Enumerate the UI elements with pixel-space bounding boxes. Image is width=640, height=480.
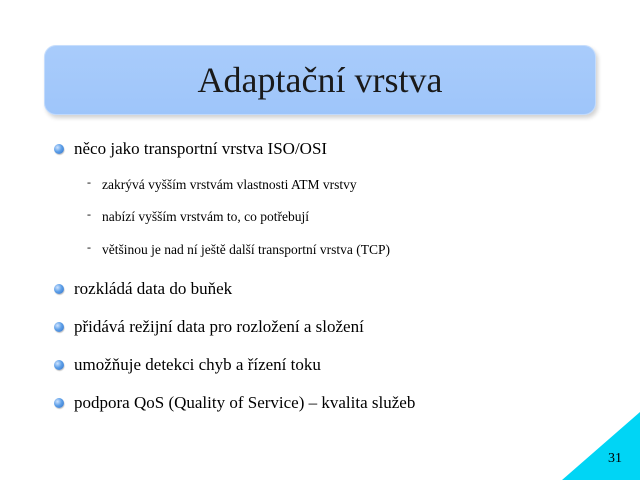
dash-icon: -	[87, 207, 91, 221]
bullet-text: umožňuje detekci chyb a řízení toku	[74, 355, 321, 374]
corner-decoration	[562, 412, 640, 480]
page-number: 31	[608, 451, 622, 466]
bullet-text: rozkládá data do buňek	[74, 279, 233, 298]
bullet-icon	[54, 360, 64, 370]
bullet-text: podpora QoS (Quality of Service) – kvalita služeb	[74, 393, 416, 412]
slide-title: Adaptační vrstva	[197, 60, 443, 100]
bullet-item	[54, 355, 321, 375]
bullet-icon	[54, 284, 64, 294]
sub-bullet-text: zakrývá vyšším vrstvám vlastnosti ATM vrstvy	[102, 177, 357, 192]
sub-bullet-item	[86, 242, 390, 258]
bullet-text: přidává režijní data pro rozložení a složení	[74, 317, 364, 336]
bullet-icon	[54, 322, 64, 332]
sub-bullet-text: nabízí vyšším vrstvám to, co potřebují	[102, 209, 309, 224]
sub-bullet-text: většinou je nad ní ještě další transportní vrstva (TCP)	[102, 242, 390, 257]
bullet-icon	[54, 398, 64, 408]
bullet-icon	[54, 144, 64, 154]
sub-bullet-item	[86, 177, 357, 193]
dash-icon: -	[87, 240, 91, 254]
dash-icon: -	[87, 175, 91, 189]
bullet-item	[54, 279, 232, 299]
bullet-item	[54, 393, 415, 413]
bullet-item	[54, 139, 327, 159]
sub-bullet-item	[86, 209, 309, 225]
bullet-item	[54, 317, 364, 337]
bullet-text: něco jako transportní vrstva ISO/OSI	[74, 139, 328, 158]
